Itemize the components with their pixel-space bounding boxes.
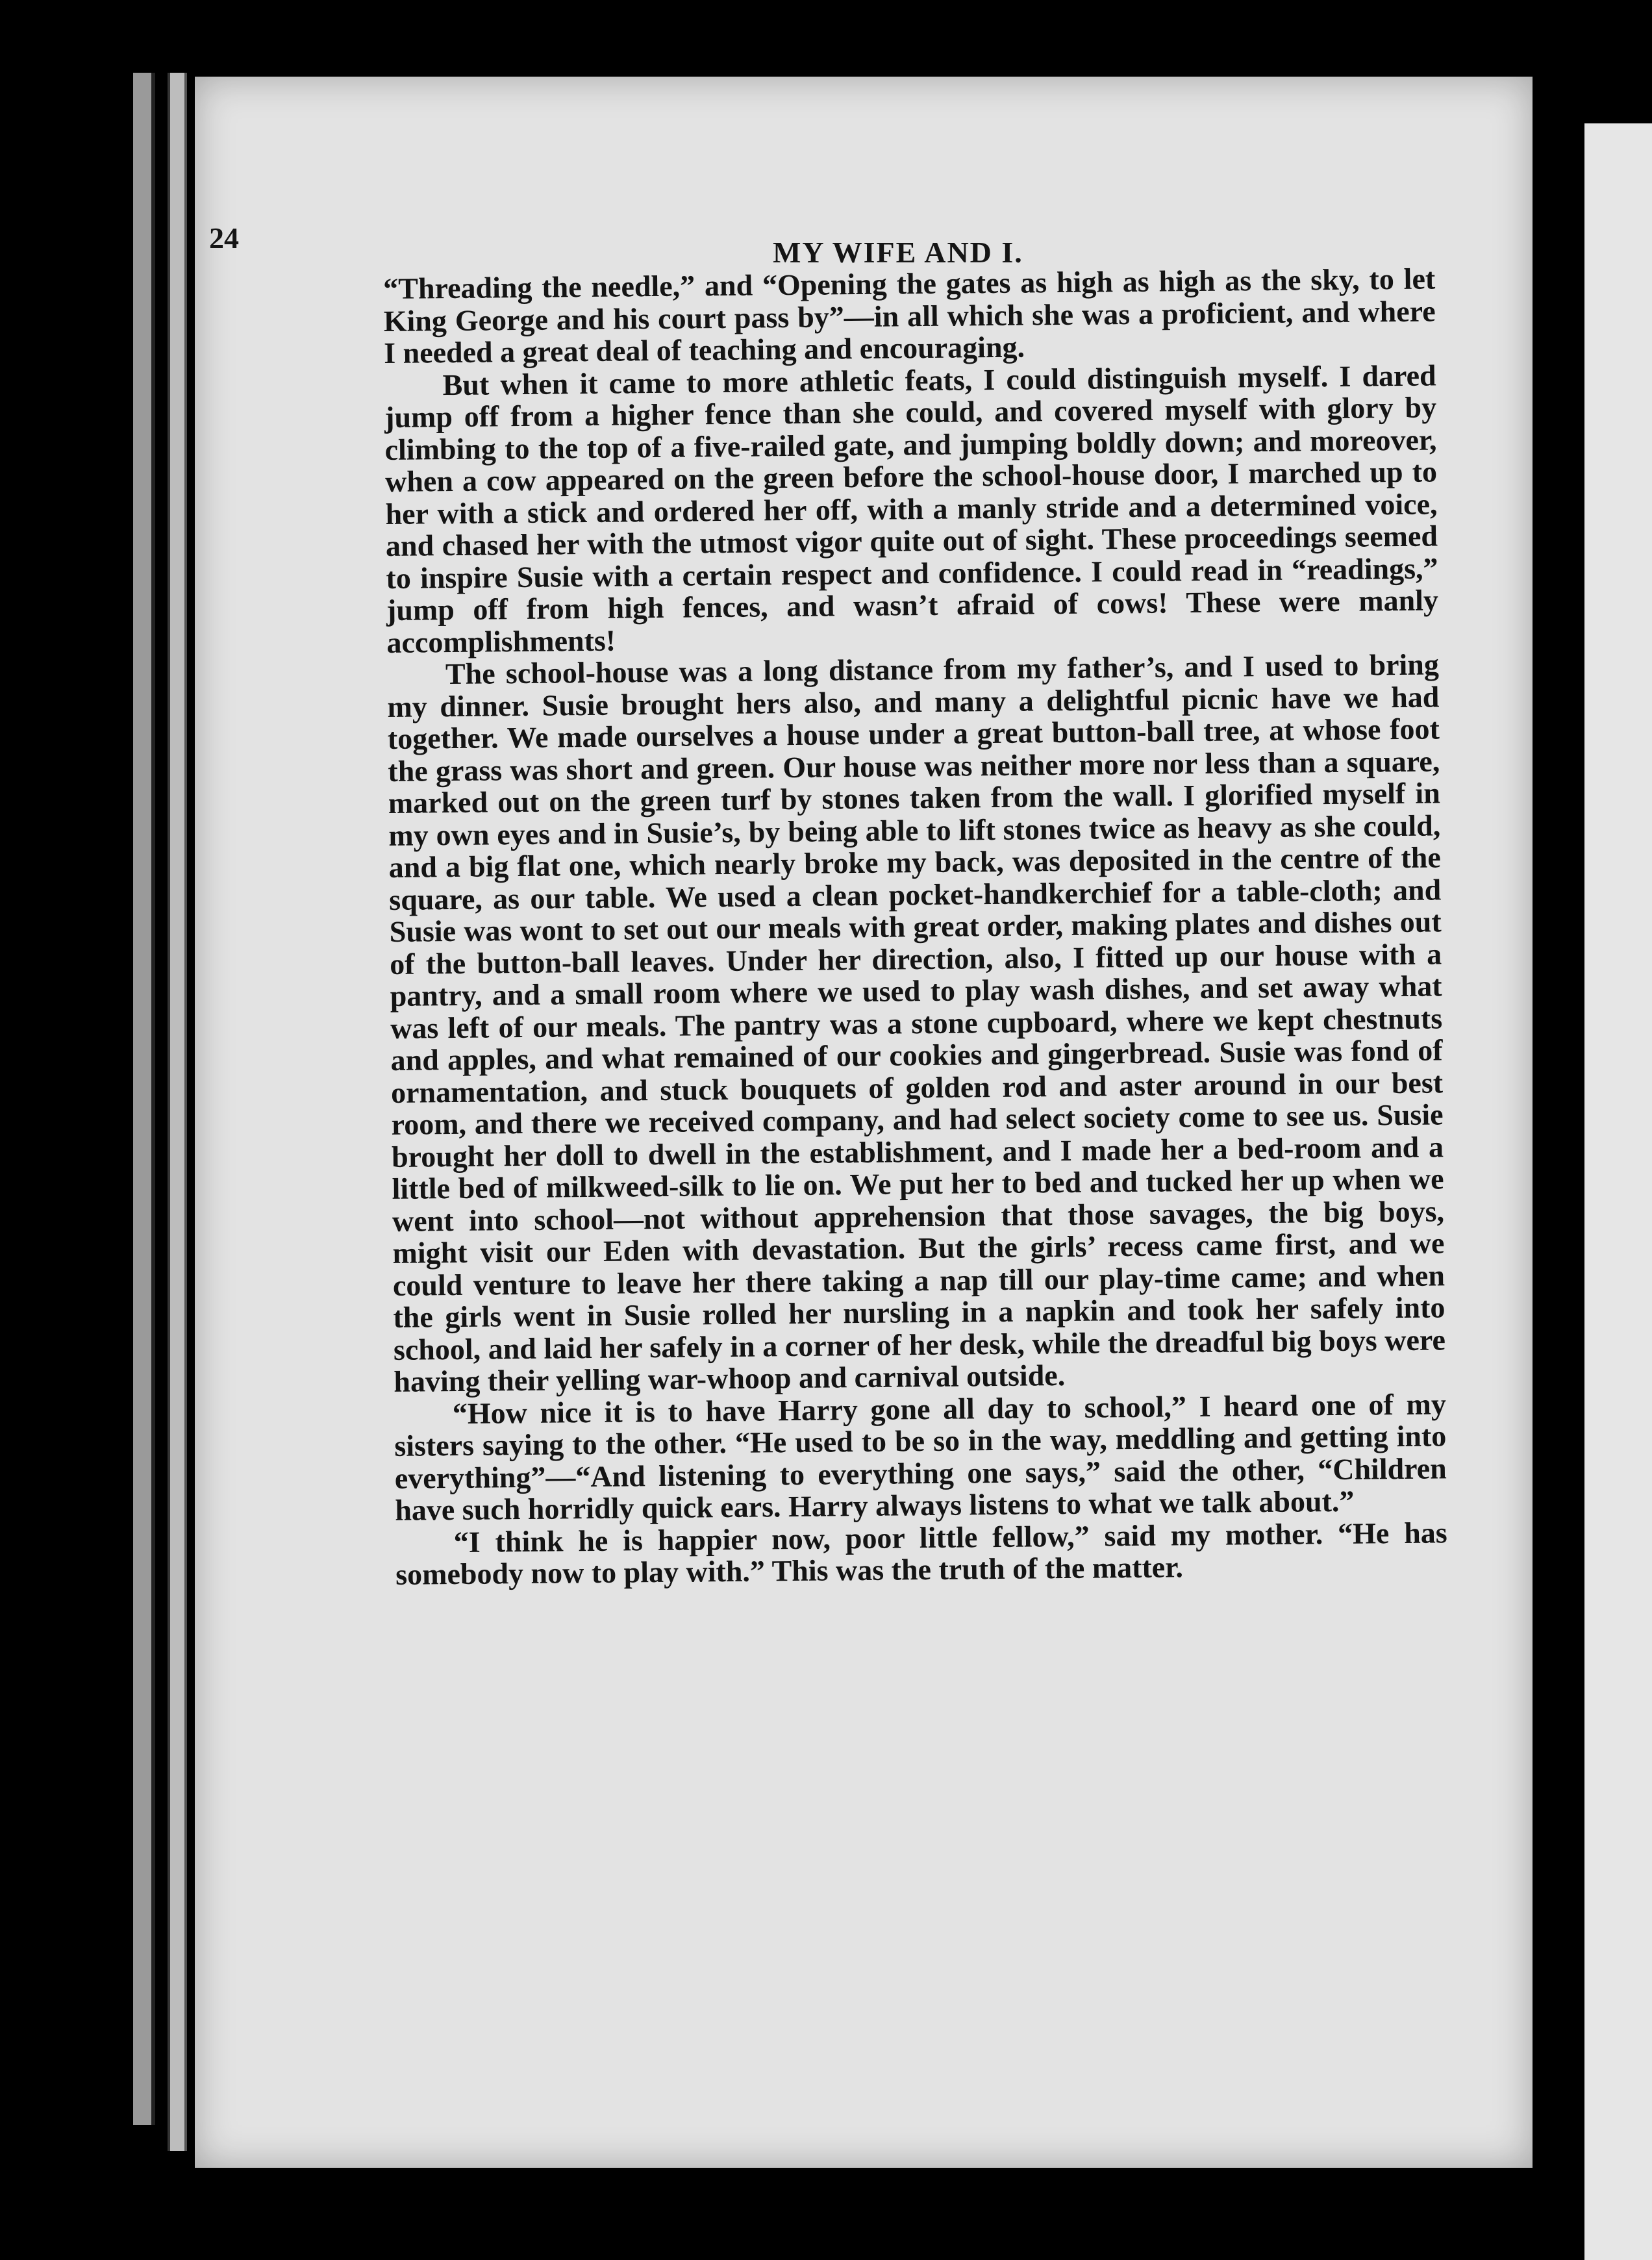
paragraph: “I think he is happier now, poor little fellow,” said my mother. “He has somebody now to play with.” This was the truth of the matter. [395,1515,1447,1591]
book-page-edges [168,73,187,2151]
book-edge-shadow [133,73,155,2125]
paragraph: But when it came to more athletic feats, I could distinguish myself. I dared jump off from a higher fence than she could, and covered myself with glory by climbing to the top of a five-railed gate, and jumping boldly down; and moreover, when a cow appeared on the green before the school-house door, I marched up to her with a stick and ordered her off, with a manly stride and a determined voice, and chased her with the utmost vigor quite out of sight. These proceedings seemed to inspire Susie with a certain respect and confidence. I could read in “readings,” jump off from high fences, and wasn’t afraid of cows! These were manly accomplishments! [384,358,1439,659]
running-head: MY WIFE AND I. [773,236,1023,269]
facing-page-edge [1584,123,1652,2260]
body-text [383,262,1447,1590]
paragraph: The school-house was a long distance from my father’s, and I used to bring my dinner. Susie brought hers also, and many a delightful picnic have we had together. We made ourselves a house under a great button-ball tree, at whose foot the grass was short and green. Our house was neither more nor less than a square, marked out on the green turf by stones taken from the wall. I glorified myself in my own eyes and in Susie’s, by being able to lift stones twice as heavy as she could, and a big flat one, which nearly broke my back, was deposited in the centre of the square, as our table. We used a clean pocket-handkerchief for a table-cloth; and Susie was wont to set out our meals with great order, making plates and dishes out of the button-ball leaves. Under her direction, also, I fitted up our house with a pantry, and a small room where we used to play wash dishes, and set away what was left of our meals. The pantry was a stone cupboard, where we kept chestnuts and apples, and what remained of our cookies and gingerbread. Susie was fond of ornamentation, and stuck bouquets of golden rod and aster around in our best room, and there we received company, and had select society come to see us. Susie brought her doll to dwell in the establishment, and I made her a bed-room and a little bed of milkweed-silk to lie on. We put her to bed and tucked her up when we went into school—not without apprehension that those savages, the big boys, might visit our Eden with devastation. But the girls’ recess came first, and we could venture to leave her there taking a nap till our play-time came; and when the girls went in Susie rolled her nursling in a napkin and took her safely into school, and laid her safely in a corner of her desk, while the dreadful big boys were having their yelling war-whoop and carnival outside. [387,647,1446,1398]
paragraph: “How nice it is to have Harry gone all day to school,” I heard one of my sisters saying to the other. “He used to be so in the way, meddling and getting into everything”—“And listening to everything one says,” said the other, “Children have such horridly quick ears. Harry always listens to what we talk about.” [394,1387,1447,1527]
paragraph: “Threading the needle,” and “Opening the gates as high as high as the sky, to let King George and his court pass by”—in all which she was a proficient, and where I needed a great deal of teaching and encouraging. [382,262,1436,370]
page-number: 24 [209,221,239,255]
